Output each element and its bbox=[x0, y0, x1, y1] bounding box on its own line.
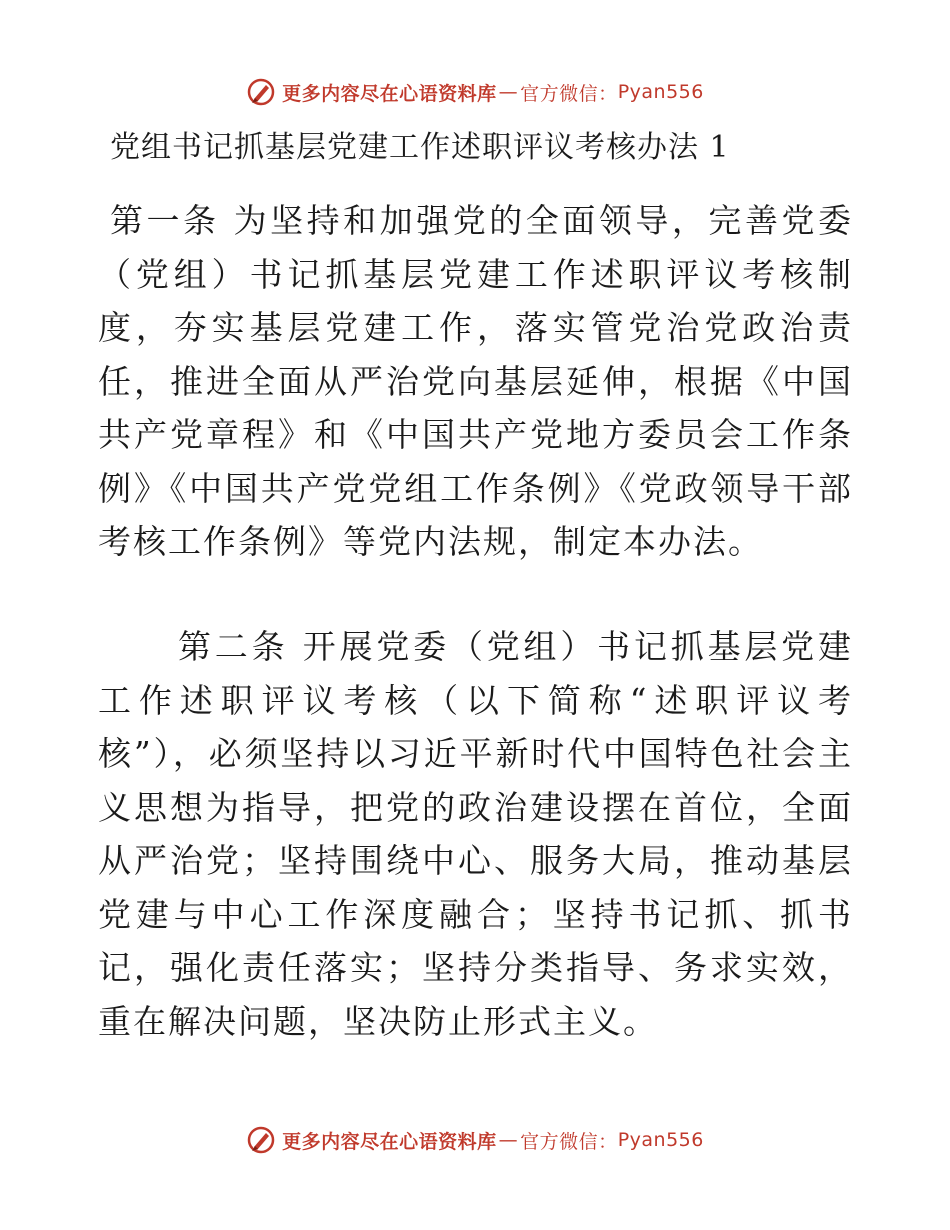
header-watermark-banner bbox=[0, 72, 950, 112]
footer-watermark-banner bbox=[0, 1120, 950, 1160]
banner-wechat-id: Pyan556 bbox=[617, 1129, 704, 1151]
document-title: 党组书记抓基层党建工作述职评议考核办法 1 bbox=[110, 130, 730, 165]
banner-wechat-label: 官方微信： bbox=[520, 1130, 618, 1153]
pen-logo-icon bbox=[246, 77, 276, 107]
banner-dash: — bbox=[498, 1129, 519, 1151]
banner-wechat-id: Pyan556 bbox=[617, 81, 704, 103]
banner-main-text: 更多内容尽在心语资料库 bbox=[282, 1130, 497, 1153]
banner-dash: — bbox=[498, 81, 519, 103]
banner-main-text: 更多内容尽在心语资料库 bbox=[282, 82, 497, 105]
pen-logo-icon bbox=[246, 1125, 276, 1155]
article-1-paragraph: 第一条 为坚持和加强党的全面领导，完善党委（党组）书记抓基层党建工作述职评议考核制度，夯实基层党建工作，落实管党治党政治责任，推进全面从严治党向基层延伸，根据《中国共产党章程》和《中国共产党地方委员会工作条例》《中国共产党党组工作条例》《党政领导干部考核工作条例》等党内法规，制定本办法。 bbox=[98, 201, 853, 561]
article-2-paragraph: 第二条 开展党委（党组）书记抓基层党建工作述职评议考核（以下简称“述职评议考核”），必须坚持以习近平新时代中国特色社会主义思想为指导，把党的政治建设摆在首位，全面从严治党；坚持围绕中心、服务大局，推动基层党建与中心工作深度融合；坚持书记抓、抓书记，强化责任落实；坚持分类指导、务求实效，重在解决问题，坚决防止形式主义。 bbox=[98, 627, 853, 1041]
banner-wechat-label: 官方微信： bbox=[520, 82, 618, 105]
